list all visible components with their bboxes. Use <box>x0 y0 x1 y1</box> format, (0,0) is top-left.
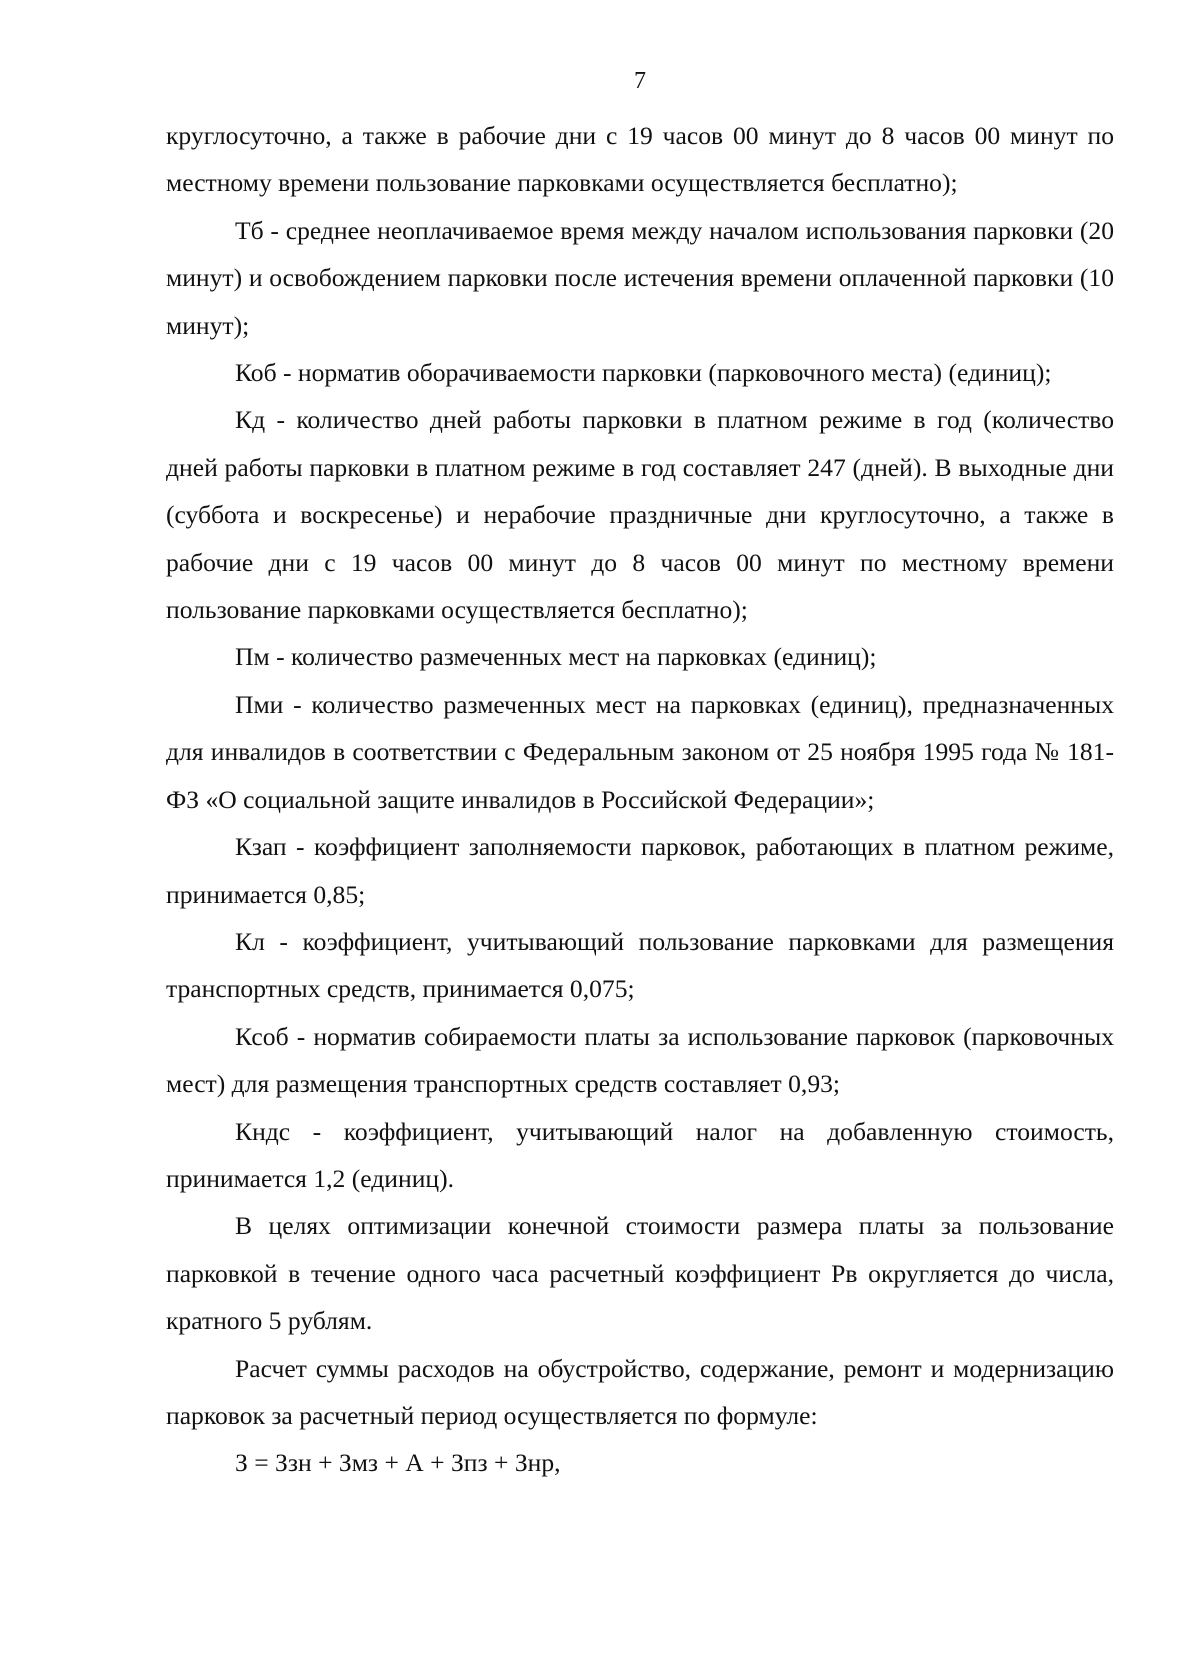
cost-formula: З = Ззн + Змз + А + Зпз + Знр, <box>235 1448 561 1478</box>
definition-kl: Кл - коэффициент, учитывающий пользование парковками для размещения транспортных средств, принимается 0,075; <box>166 926 1114 1004</box>
paragraph-rounding-rule: В целях оптимизации конечной стоимости размера платы за пользование парковкой в течение одного часа расчетный коэффициент Рв округляется до числа, кратного 5 рублям. <box>166 1211 1114 1336</box>
paragraph-cost-calculation: Расчет суммы расходов на обустройство, содержание, ремонт и модернизацию парковок за расчетный период осуществляется по формуле: <box>166 1353 1114 1430</box>
page-number: 7 <box>634 68 646 94</box>
definition-knds: Кндс - коэффициент, учитывающий налог на добавленную стоимость, принимается 1,2 (единиц). <box>166 1116 1114 1193</box>
definition-kd: Кд - количество дней работы парковки в платном режиме в год (количество дней работы парковки в платном режиме в год составляет 247 (дней). В выходные дни (суббота и воскресенье) и нерабочие праздничные дни круглосуточно, а также в рабочие дни с 19 часов 00 минут до 8 часов 00 минут по местному времени пользование парковками осуществляется бесплатно); <box>166 405 1114 625</box>
paragraph-continuation: круглосуточно, а также в рабочие дни с 19 часов 00 минут до 8 часов 00 минут по местному времени пользование парковками осуществляется бесплатно); <box>166 121 1114 198</box>
definition-pm: Пм - количество размеченных мест на парковках (единиц); <box>235 642 877 672</box>
definition-tb: Тб - среднее неоплачиваемое время между началом использования парковки (20 минут) и освобождением парковки после истечения времени оплаченной парковки (10 минут); <box>166 215 1114 340</box>
definition-pmi: Пми - количество размеченных мест на парковках (единиц), предназначенных для инвалидов в соответствии с Федеральным законом от 25 ноября 1995 года № 181-ФЗ «О социальной защите инвалидов в Российской Федерации»; <box>166 689 1114 814</box>
document-body <box>166 112 1114 1487</box>
definition-kob: Коб - норматив оборачиваемости парковки (парковочного места) (единиц); <box>235 358 1052 388</box>
definition-kzap: Кзап - коэффициент заполняемости парковок, работающих в платном режиме, принимается 0,85; <box>166 832 1114 909</box>
definition-ksob: Ксоб - норматив собираемости платы за использование парковок (парковочных мест) для размещения транспортных средств составляет 0,93; <box>166 1021 1114 1099</box>
